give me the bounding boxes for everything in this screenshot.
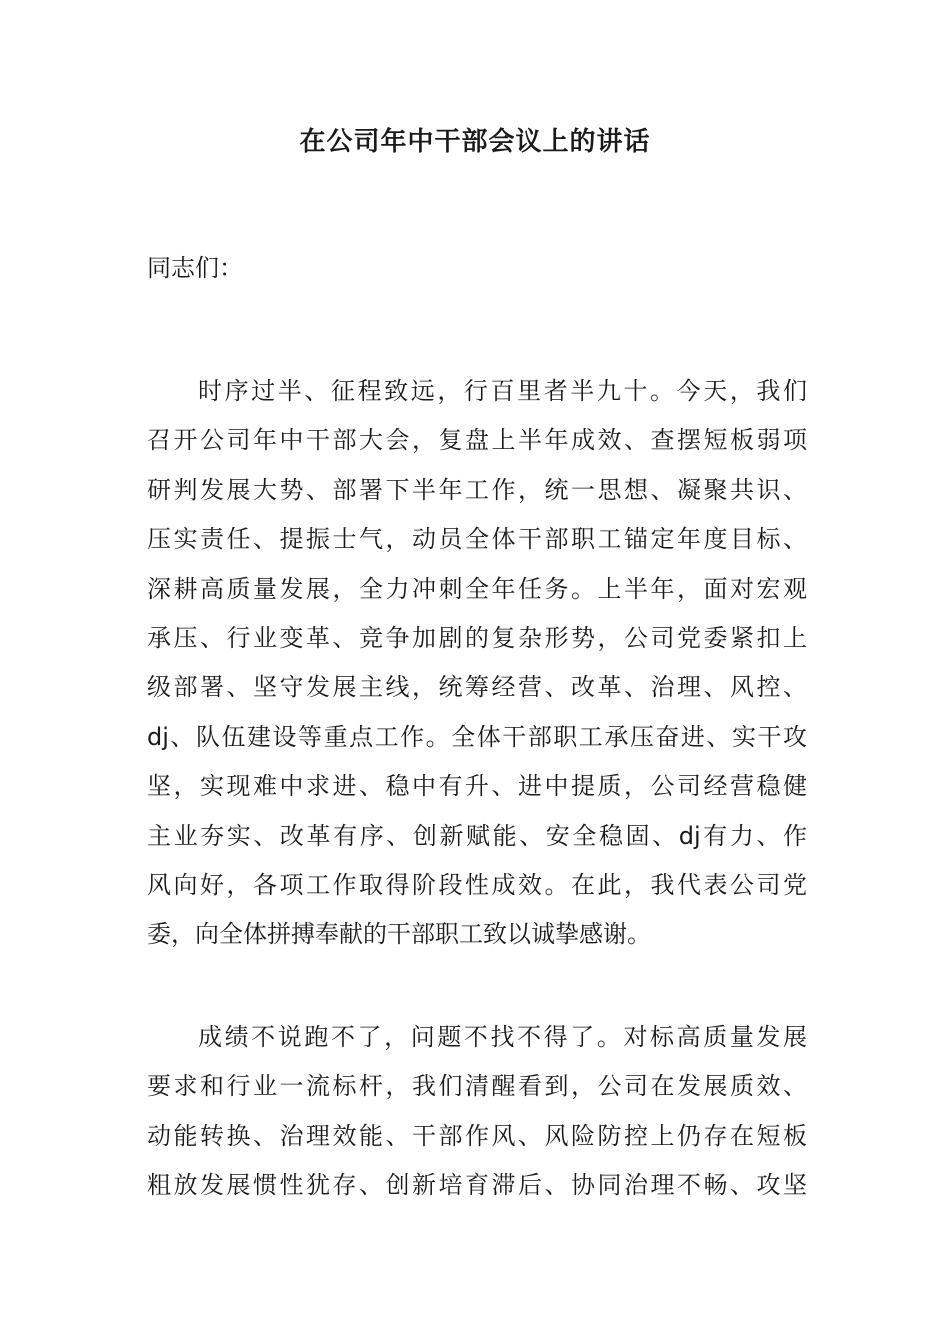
paragraph-line: 主业夯实、改革有序、创新赋能、安全稳固、dj有力、作 (147, 821, 807, 850)
paragraph-line: 召开公司年中干部大会，复盘上半年成效、查摆短板弱项 (147, 426, 807, 455)
paragraph-line: 时序过半、征程致远，行百里者半九十。今天，我们 (198, 377, 807, 405)
paragraph-line: 压实责任、提振士气，动员全体干部职工锚定年度目标、 (147, 525, 807, 554)
paragraph-line: 成绩不说跑不了，问题不找不得了。对标高质量发展 (198, 1023, 807, 1051)
paragraph-2 (147, 1013, 807, 1211)
paragraph-line: 动能转换、治理效能、干部作风、风险防控上仍存在短板 (147, 1121, 807, 1150)
paragraph-line: dj、队伍建设等重点工作。全体干部职工承压奋进、实干攻 (147, 722, 807, 751)
paragraph-line: 级部署、坚守发展主线，统筹经营、改革、治理、风控、 (147, 673, 807, 702)
paragraph-line: 承压、行业变革、竞争加剧的复杂形势，公司党委紧扣上 (147, 623, 807, 652)
paragraph-line: 研判发展大势、部署下半年工作，统一思想、凝聚共识、 (147, 475, 807, 504)
paragraph-line: 坚，实现难中求进、稳中有升、进中提质，公司经营稳健 (147, 772, 807, 801)
paragraph-line: 粗放发展惯性犹存、创新培育滞后、协同治理不畅、攻坚 (147, 1171, 807, 1200)
paragraph-line: 要求和行业一流标杆，我们清醒看到，公司在发展质效、 (147, 1072, 807, 1101)
paragraph-line: 深耕高质量发展，全力冲刺全年任务。上半年，面对宏观 (147, 574, 807, 603)
paragraph-line: 委，向全体拼搏奉献的干部职工致以诚挚感谢。 (147, 920, 651, 949)
document-title: 在公司年中干部会议上的讲话 (299, 127, 651, 157)
paragraph-line: 风向好，各项工作取得阶段性成效。在此，我代表公司党 (147, 870, 807, 899)
salutation: 同志们： (147, 254, 243, 282)
paragraph-1 (147, 367, 807, 960)
